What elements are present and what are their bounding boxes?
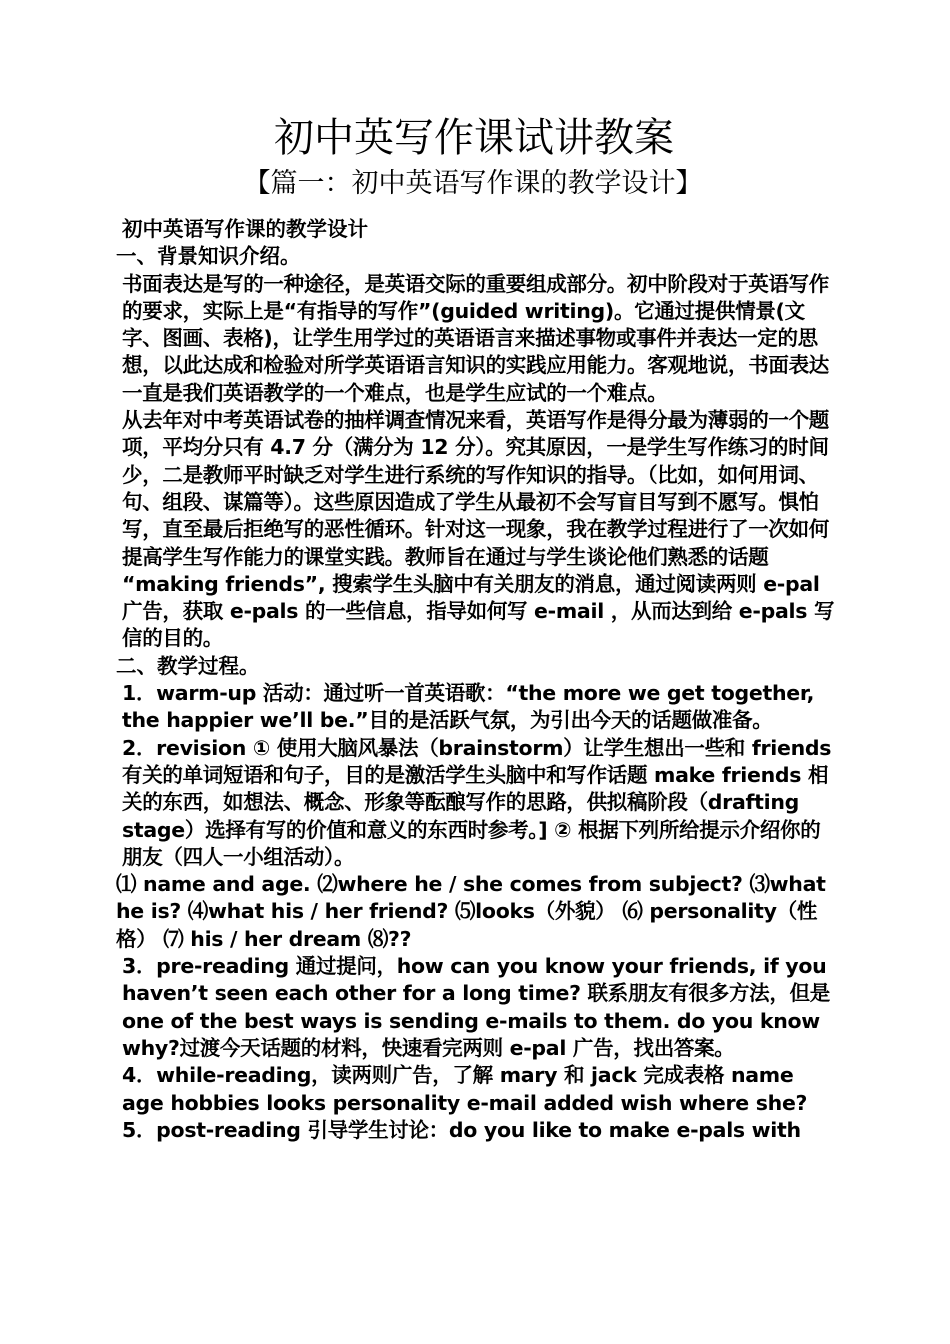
step-pre-reading: 3．pre-reading 通过提问，how can you know your friends, if you haven’t seen each other for a long time? 联系朋友有很多方法，但是 one of the best ways is sending e-mails to them. do you know why?过渡今天话题的材料，快速看完两则 e-pal 广告，找出答案。	[122, 954, 830, 1060]
heading-background: 一、背景知识介绍。	[116, 244, 301, 269]
step-while-reading: 4．while-reading，读两则广告，了解 mary 和 jack 完成表格 name age hobbies looks personality e-mail added wish where she?	[122, 1063, 808, 1115]
document-page	[116, 112, 836, 1144]
step-post-reading: 5．post-reading 引导学生讨论：do you like to make e-pals with	[122, 1117, 801, 1142]
document-body	[116, 216, 836, 1144]
step-revision-prompts: ⑴ name and age. ⑵where he / she comes from subject? ⑶what he is? ⑷what his / her friend? ⑸looks（外貌） ⑹ personality（性格） ⑺ his / her dream ⑻??	[116, 872, 826, 951]
step-revision: 2．revision ① 使用大脑风暴法（brainstorm）让学生想出一些和 friends 有关的单词短语和句子，目的是激活学生头脑中和写作话题 make friends 相关的东西，如想法、概念、形象等酝酿写作的思路，供拟稿阶段（drafting stage）选择有写的价值和意义的东西时参考。] ② 根据下列所给提示介绍你的朋友（四人一小组活动）。	[122, 735, 832, 869]
heading-process: 二、教学过程。	[116, 653, 260, 678]
paragraph-background-1: 书面表达是写的一种途径，是英语交际的重要组成部分。初中阶段对于英语写作的要求，实际上是“有指导的写作”(guided writing)。它通过提供情景(文字、图画、表格)，让学生用学过的英语语言来描述事物或事件并表达一定的思想，以此达成和检验对所学英语语言知识的实践应用能力。客观地说，书面表达一直是我们英语教学的一个难点，也是学生应试的一个难点。	[122, 271, 829, 405]
section-title: 初中英语写作课的教学设计	[122, 217, 368, 241]
paragraph-background-2: 从去年对中考英语试卷的抽样调查情况来看，英语写作是得分最为薄弱的一个题项，平均分只有 4.7 分（满分为 12 分）。究其原因，一是学生写作练习的时间少，二是教师平时缺乏对学生进行系统的写作知识的指导。（比如，如何用词、句、组段、谋篇等）。这些原因造成了学生从最初不会写盲目写到不愿写。惧怕写，直至最后拒绝写的恶性循环。针对这一现象，我在教学过程进行了一次如何提高学生写作能力的课堂实践。教师旨在通过与学生谈论他们熟悉的话题 “making friends”, 搜索学生头脑中有关朋友的消息，通过阅读两则 e-pal 广告，获取 e-pals 的一些信息，指导如何写 e-mail ，从而达到给 e-pals 写信的目的。	[122, 408, 835, 651]
document-title: 初中英写作课试讲教案	[274, 115, 674, 161]
document-subtitle: 【篇一：初中英语写作课的教学设计】	[243, 168, 703, 199]
step-warm-up: 1．warm-up 活动：通过听一首英语歌：“the more we get together, the happier we’ll be.”目的是活跃气氛，为引出今天的话题做准备。	[122, 681, 815, 733]
